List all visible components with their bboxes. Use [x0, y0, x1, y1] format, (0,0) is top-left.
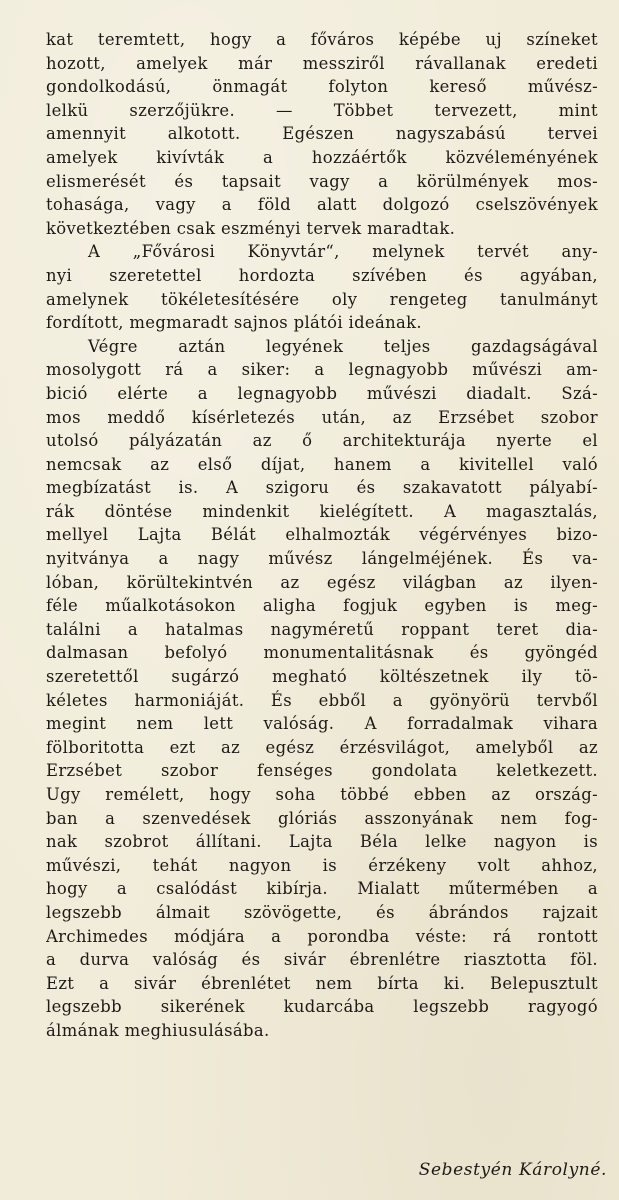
text-line: dalmasan befolyó monumentalitásnak és gyöngéd: [46, 643, 598, 663]
text-line: megint nem lett valóság. A forradalmak vihara: [46, 714, 598, 734]
text-line: rák döntése mindenkit kielégített. A magasztalás,: [46, 501, 598, 521]
article-body: [46, 28, 598, 1043]
text-line: nak szobrot állítani. Lajta Béla lelke nagyon is: [46, 832, 598, 852]
text-line: tohasága, vagy a föld alatt dolgozó cselszövények: [46, 195, 598, 215]
text-line: amennyit alkotott. Egészen nagyszabású tervei: [46, 124, 598, 144]
text-line: gondolkodású, önmagát folyton kereső művész-: [46, 77, 598, 97]
text-line: Ugy remélett, hogy soha többé ebben az ország-: [46, 785, 598, 804]
text-line: fordított, megmaradt sajnos plátói ideának.: [46, 313, 422, 333]
text-line: fölboritotta ezt az egész érzésvilágot, amelyből az: [46, 737, 598, 757]
text-line: legszebb sikerének kudarcába legszebb ragyogó: [46, 997, 598, 1017]
text-line: utolsó pályázatán az ő architekturája nyerte el: [46, 431, 598, 451]
text-line: Erzsébet szobor fenséges gondolata keletkezett.: [46, 761, 598, 781]
text-line: kéletes harmoniáját. És ebből a gyönyörü tervből: [46, 690, 598, 710]
text-line: lóban, körültekintvén az egész világban az ilyen-: [46, 572, 598, 592]
text-line: a durva valóság és sivár ébrenlétre riasztotta föl.: [46, 950, 598, 970]
text-line: szeretettől sugárzó megható költészetnek ily tö-: [46, 667, 598, 687]
text-line: mellyel Lajta Bélát elhalmozták végérvényes bizo-: [46, 525, 598, 545]
text-line: kat teremtett, hogy a főváros képébe uj színeket: [46, 30, 598, 49]
text-line: hozott, amelyek már messziről rávallanak eredeti: [46, 53, 598, 73]
text-line: mos meddő kísérletezés után, az Erzsébet szobor: [46, 407, 598, 427]
text-line: Archimedes módjára a porondba véste: rá rontott: [46, 926, 598, 946]
text-line: féle műalkotásokon aligha fogjuk egyben is meg-: [46, 596, 598, 616]
text-line: mosolygott rá a siker: a legnagyobb művészi am-: [46, 360, 598, 380]
text-line: bició elérte a legnagyobb művészi diadalt. Szá-: [46, 383, 598, 403]
text-line: elismerését és tapsait vagy a körülmények mos-: [46, 171, 598, 191]
text-line: nyi szeretettel hordozta szívében és agyában,: [46, 265, 598, 285]
text-line: amelynek tökéletesítésére oly rengeteg tanulmányt: [46, 289, 598, 309]
text-line: lelkü szerzőjükre. — Többet tervezett, mint: [46, 100, 598, 120]
text-line: nemcsak az első díjat, hanem a kivitellel való: [46, 454, 598, 474]
text-line: következtében csak eszményi tervek maradtak.: [46, 218, 456, 238]
author-signature: Sebestyén Károlyné.: [418, 1160, 607, 1180]
text-line: találni a hatalmas nagyméretű roppant teret dia-: [46, 619, 598, 639]
paragraph-start-line: Végre aztán legyének teljes gazdagságával: [88, 336, 598, 356]
text-line: megbízatást is. A szigoru és szakavatott pályabí-: [46, 478, 598, 498]
text-line: művészi, tehát nagyon is érzékeny volt ahhoz,: [46, 855, 598, 875]
text-line: Ezt a sivár ébrenlétet nem bírta ki. Belepusztult: [46, 973, 598, 993]
text-line: amelyek kivívták a hozzáértők közvéleményének: [46, 147, 598, 167]
text-line: álmának meghiusulásába.: [46, 1020, 270, 1040]
paragraph-start-line: A „Fővárosi Könyvtár“, melynek tervét any-: [88, 242, 598, 262]
text-line: legszebb álmait szövögette, és ábrándos rajzait: [46, 902, 598, 922]
text-line: hogy a csalódást kibírja. Mialatt műtermében a: [46, 879, 598, 899]
text-line: ban a szenvedések glóriás asszonyának nem fog-: [46, 808, 598, 828]
text-line: nyitványa a nagy művész lángelméjének. És va-: [46, 549, 598, 569]
